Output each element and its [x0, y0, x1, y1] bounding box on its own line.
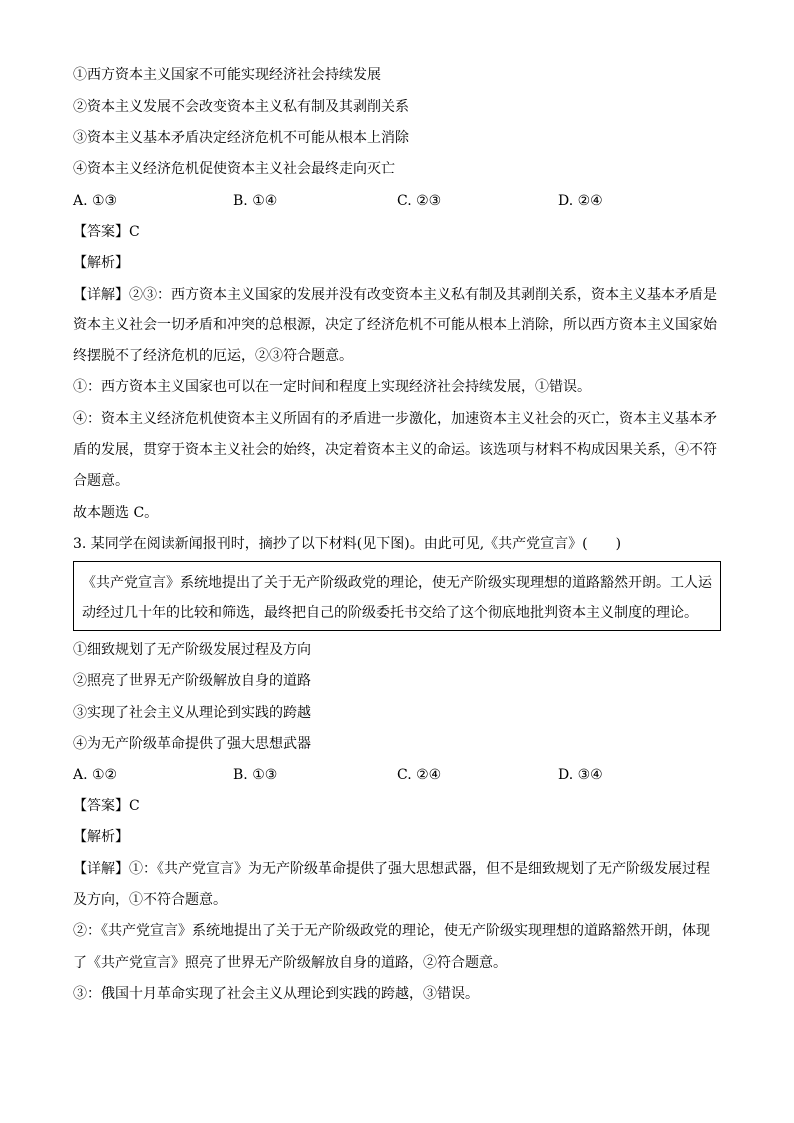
q3-statement-3: ③实现了社会主义从理论到实践的跨越: [73, 705, 311, 721]
q3-statement-4: ④为无产阶级革命提供了强大思想武器: [73, 736, 311, 752]
q2-detail-line-2: 资本主义社会一切矛盾和冲突的总根源，决定了经济危机不可能从根本上消除，所以西方资本主义国家始: [73, 317, 717, 333]
q3-option-d: D. ③④: [558, 767, 603, 783]
q3-material-line-1: 《共产党宣言》系统地提出了关于无产阶级政党的理论，使无产阶级实现理想的道路豁然开朗。工人运: [82, 575, 712, 591]
q3-option-a: A. ①②: [73, 767, 118, 783]
q2-conclusion: 故本题选 C。: [73, 505, 159, 521]
q2-analysis-label: 【解析】: [73, 255, 129, 271]
q2-detail-line-1: 【详解】②③：西方资本主义国家的发展并没有改变资本主义私有制及其剥削关系，资本主义基本矛盾是: [73, 287, 717, 303]
q2-statement-1: ①西方资本主义国家不可能实现经济社会持续发展: [73, 67, 381, 83]
q3-detail-line-5: ③：俄国十月革命实现了社会主义从理论到实践的跨越，③错误。: [73, 986, 479, 1002]
q3-statement-1: ①细致规划了无产阶级发展过程及方向: [73, 642, 311, 658]
q2-statement-2: ②资本主义发展不会改变资本主义私有制及其剥削关系: [73, 99, 409, 115]
q3-option-c: C. ②④: [397, 767, 442, 783]
q2-option-b: B. ①④: [233, 193, 278, 209]
q2-detail-line-6: 盾的发展，贯穿于资本主义社会的始终，决定着资本主义的命运。该选项与材料不构成因果关系，④不符: [73, 442, 717, 458]
q2-option-d: D. ②④: [558, 193, 603, 209]
q3-answer: 【答案】C: [73, 798, 140, 814]
q3-material-line-2: 动经过几十年的比较和筛选，最终把自己的阶级委托书交给了这个彻底地批判资本主义制度的理论。: [82, 605, 698, 621]
q2-option-a: A. ①③: [73, 193, 118, 209]
q2-statement-4: ④资本主义经济危机促使资本主义社会最终走向灭亡: [73, 161, 395, 177]
q3-detail-line-2: 及方向，①不符合题意。: [73, 892, 227, 908]
q3-analysis-label: 【解析】: [73, 829, 129, 845]
q2-option-c: C. ②③: [397, 193, 442, 209]
q2-detail-line-4: ①：西方资本主义国家也可以在一定时间和程度上实现经济社会持续发展，①错误。: [73, 379, 591, 395]
q3-question: 3. 某同学在阅读新闻报刊时，摘抄了以下材料(见下图)。由此可见,《共产党宣言》( ): [73, 536, 622, 552]
q3-detail-line-1: 【详解】①：《共产党宣言》为无产阶级革命提供了强大思想武器，但不是细致规划了无产阶级发展过程: [73, 861, 710, 877]
q2-statement-3: ③资本主义基本矛盾决定经济危机不可能从根本上消除: [73, 130, 409, 146]
q3-statement-2: ②照亮了世界无产阶级解放自身的道路: [73, 673, 311, 689]
q2-detail-line-7: 合题意。: [73, 473, 129, 489]
q3-detail-line-3: ②：《共产党宣言》系统地提出了关于无产阶级政党的理论，使无产阶级实现理想的道路豁然开朗，体现: [73, 923, 710, 939]
q3-material-box: [73, 561, 721, 631]
q3-option-b: B. ①③: [233, 767, 278, 783]
q2-answer: 【答案】C: [73, 224, 140, 240]
q2-detail-line-3: 终摆脱不了经济危机的厄运，②③符合题意。: [73, 348, 353, 364]
q3-detail-line-4: 了《共产党宣言》照亮了世界无产阶级解放自身的道路，②符合题意。: [73, 955, 507, 971]
q2-detail-line-5: ④：资本主义经济危机使资本主义所固有的矛盾进一步激化，加速资本主义社会的灭亡，资本主义基本矛: [73, 411, 717, 427]
